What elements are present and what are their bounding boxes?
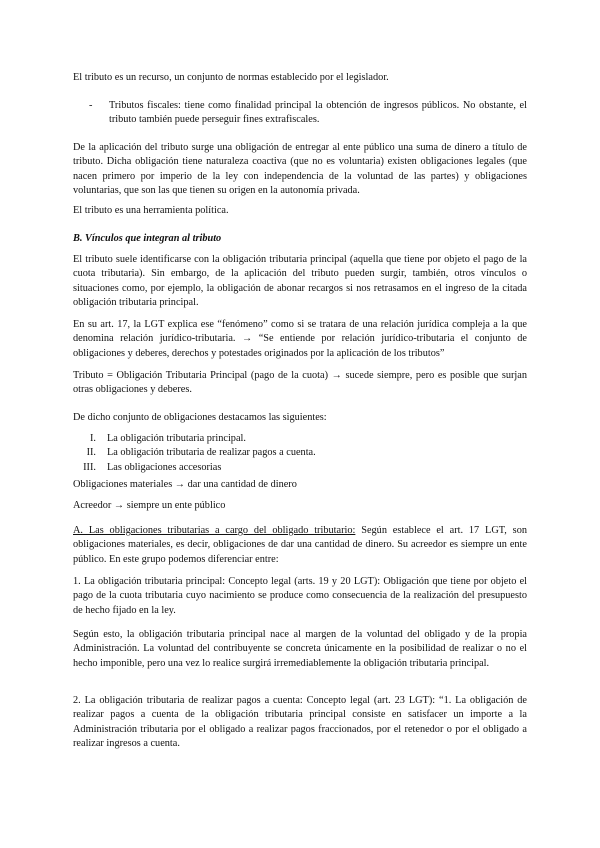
- list-item-number: II.: [86, 447, 96, 459]
- paragraph-list-intro: De dicho conjunto de obligaciones destacamos las siguientes:: [73, 412, 327, 423]
- bullet-item: [89, 99, 527, 128]
- bullet-dash: -: [89, 100, 93, 111]
- paragraph-definition: El tributo es un recurso, un conjunto de normas establecido por el legislador.: [73, 72, 389, 83]
- paragraph-art17: En su art. 17, la LGT explica ese “fenómeno” como si se tratara de una relación jurídica compleja a la que denomina relación jurídico-tributaria. → “Se entiende por relación jurídico-tributaria el conjunto de obligaciones y deberes, derechos y potestades originados por la aplicación de los tributos”: [73, 319, 527, 359]
- paragraph-tributo-equation: Tributo = Obligación Tributaria Principal (pago de la cuota) → sucede siempre, pero es posible que surjan otras obligaciones y deberes.: [73, 370, 527, 396]
- paragraph-main-obligation: El tributo suele identificarse con la obligación tributaria principal (aquella que tiene por objeto el pago de la cuota tributaria). Sin embargo, de la aplicación del tributo pueden surgir, también, otros vínculos o situaciones como, por ejemplo, la obligación de abonar recargos si nos retrasamos en el ingreso de la citada obligación tributaria principal.: [73, 254, 527, 309]
- list-item-number: III.: [83, 461, 96, 473]
- section-heading-a: A. Las obligaciones tributarias a cargo del obligado tributario:: [73, 525, 356, 536]
- list-item: [78, 446, 498, 460]
- paragraph-section-a: [73, 524, 527, 567]
- list-item: [78, 461, 498, 475]
- list-item-number: I.: [89, 433, 96, 444]
- paragraph-creditor: Acreedor → siempre un ente público: [73, 500, 226, 511]
- list-item-text: La obligación tributaria principal.: [107, 433, 246, 444]
- paragraph-material-obligations: Obligaciones materiales → dar una cantidad de dinero: [73, 479, 297, 490]
- section-heading-b: B. Vínculos que integran al tributo: [73, 233, 222, 244]
- paragraph-political-tool: El tributo es una herramienta política.: [73, 205, 229, 216]
- roman-list: [78, 432, 498, 475]
- paragraph-principal-obligation: 1. La obligación tributaria principal: Concepto legal (arts. 19 y 20 LGT): Obligación que tiene por objeto el pago de la cuota tributaria cuyo nacimiento se produce como consecuencia de la realización del presupuesto de hecho fijado en la ley.: [73, 576, 527, 616]
- bullet-text: Tributos fiscales: tiene como finalidad principal la obtención de ingresos públicos. No obstante, el tributo también puede perseguir fines extrafiscales.: [109, 100, 527, 126]
- list-item-text: La obligación tributaria de realizar pagos a cuenta.: [107, 447, 316, 459]
- paragraph-advance-payments: 2. La obligación tributaria de realizar pagos a cuenta: Concepto legal (art. 23 LGT): “1. La obligación de realizar pagos a cuenta de la obligación tributaria principal consiste en satisfacer un importe a la Administración tributaria por el obligado a realizar pagos fraccionados, por el retenedor o por el obligado a realizar ingresos a cuenta.: [73, 695, 527, 750]
- section-a-text: Según establece el art. 17 LGT, son obligaciones materiales, es decir, obligaciones de dar una cantidad de dinero. Su acreedor es siempre un ente público. En este grupo podemos diferenciar entre:: [73, 525, 527, 565]
- list-item: [78, 432, 498, 446]
- list-item-text: Las obligaciones accesorias: [107, 461, 222, 473]
- paragraph-obligation: De la aplicación del tributo surge una obligación de entregar al ente público una suma de dinero a título de tributo. Dicha obligación tiene naturaleza coactiva (que no es voluntaria) existen obligaciones legales (que nacen primero por imperio de la ley con independencia de la voluntad de las partes) y obligaciones voluntarias, que son las que tienen su origen en la autonomía privada.: [73, 142, 527, 197]
- paragraph-according: Según esto, la obligación tributaria principal nace al margen de la voluntad del obligado y de la propia Administración. La voluntad del contribuyente se concreta únicamente en la posibilidad de realizar o no el hecho imponible, pero una vez lo realice surgirá irremediablemente la obligación tributaria principal.: [73, 629, 527, 669]
